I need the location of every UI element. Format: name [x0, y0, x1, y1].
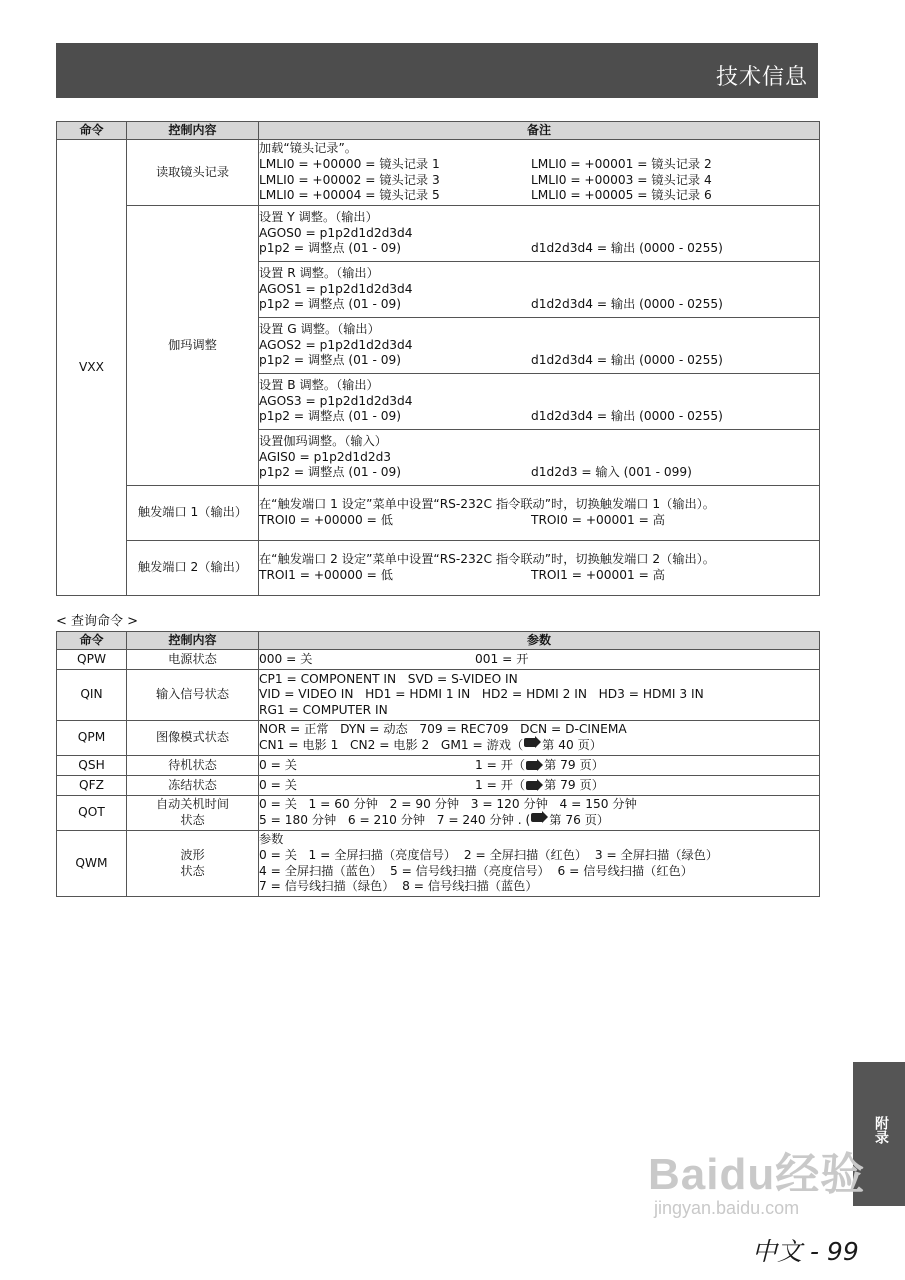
table-header-row: [57, 122, 820, 140]
remark-line: d1d2d3d4 = 输出 (0000 - 0255): [531, 409, 723, 424]
params-cell: [259, 796, 820, 831]
remark-line: 加载“镜头记录”。: [259, 141, 357, 156]
table-row: [57, 756, 820, 776]
col-header-params: 参数: [259, 632, 820, 650]
control-line: 状态: [180, 813, 205, 827]
table-row: [57, 650, 820, 670]
col-header-cmd: 命令: [57, 122, 127, 140]
params-cell: [259, 756, 820, 776]
params-cell: [259, 721, 820, 756]
param-line: 1 = 开（: [475, 777, 526, 792]
param-line: 000 = 关: [259, 651, 313, 666]
page-ref-link[interactable]: 第 79 页）: [544, 757, 604, 772]
remark-line: d1d2d3d4 = 输出 (0000 - 0255): [531, 297, 723, 312]
param-line: NOR = 正常 DYN = 动态 709 = REC709 DCN = D-CINEMA: [259, 722, 627, 737]
watermark-logo: Baidu经验: [648, 1150, 866, 1199]
table-row: [57, 541, 820, 596]
cmd-cell: QOT: [57, 796, 127, 831]
control-cell: 图像模式状态: [127, 721, 259, 756]
page-ref-arrow-icon: [531, 813, 544, 822]
table-row: [57, 140, 820, 206]
table-row: [57, 670, 820, 721]
col-header-remarks: 备注: [259, 122, 820, 140]
cmd-cell: QIN: [57, 670, 127, 721]
remarks-cell: [259, 262, 820, 318]
remark-line: 设置伽玛调整。（输入）: [259, 434, 387, 449]
cmd-cell: QWM: [57, 831, 127, 897]
param-line: CP1 = COMPONENT IN SVD = S-VIDEO IN: [259, 671, 518, 686]
page-ref-arrow-icon: [524, 738, 537, 747]
remarks-cell: [259, 140, 820, 206]
remark-line: d1d2d3d4 = 输出 (0000 - 0255): [531, 353, 723, 368]
query-section-heading: < 查询命令 >: [56, 614, 139, 629]
param-line: 001 = 开: [475, 651, 529, 666]
cmd-cell: VXX: [57, 140, 127, 596]
remark-line: TROI0 = +00001 = 高: [531, 513, 665, 527]
remark-line: p1p2 = 调整点 (01 - 09): [259, 409, 402, 424]
remark-line: LMLI0 = +00004 = 镜头记录 5: [259, 188, 440, 203]
param-line: 4 = 全屏扫描（蓝色） 5 = 信号线扫描（亮度信号） 6 = 信号线扫描（红色）: [259, 863, 693, 878]
col-header-control: 控制内容: [127, 632, 259, 650]
param-line: 0 = 关: [259, 757, 297, 772]
remark-line: p1p2 = 调整点 (01 - 09): [259, 353, 402, 368]
table-row: [57, 796, 820, 831]
control-cell: [127, 831, 259, 897]
control-cell: 伽玛调整: [127, 206, 259, 486]
remark-line: TROI0 = +00000 = 低: [259, 513, 393, 527]
control-line: 自动关机时间: [155, 797, 230, 812]
params-cell: [259, 776, 820, 796]
param-line: VID = VIDEO IN HD1 = HDMI 1 IN HD2 = HDMI 2 IN HD3 = HDMI 3 IN: [259, 687, 704, 702]
page-ref-arrow-icon: [526, 781, 539, 790]
params-cell: [259, 650, 820, 670]
remarks-cell: [259, 430, 820, 486]
cmd-cell: QFZ: [57, 776, 127, 796]
watermark-url: jingyan.baidu.com: [654, 1198, 800, 1218]
page-ref-link[interactable]: 第 79 页）: [544, 777, 604, 792]
remark-line: 在“触发端口 2 设定”菜单中设置“RS-232C 指令联动”时，切换触发端口 2（输出）。: [259, 552, 715, 567]
table-row: [57, 831, 820, 897]
param-line: RG1 = COMPUTER IN: [259, 702, 388, 717]
control-line: 波形: [180, 847, 205, 862]
control-cell: 触发端口 1（输出）: [127, 486, 259, 541]
remarks-cell: [259, 374, 820, 430]
remark-line: 设置 G 调整。（输出）: [259, 322, 380, 337]
control-line: 状态: [180, 863, 205, 878]
page-title: 技术信息: [715, 65, 808, 90]
remarks-cell: [259, 486, 820, 541]
remark-line: 在“触发端口 1 设定”菜单中设置“RS-232C 指令联动”时，切换触发端口 1（输出）。: [259, 497, 715, 512]
watermark: [648, 1138, 865, 1219]
table-row: [57, 206, 820, 262]
command-table: [56, 121, 820, 596]
control-cell: 输入信号状态: [127, 670, 259, 721]
control-cell: 电源状态: [127, 650, 259, 670]
remarks-cell: [259, 318, 820, 374]
param-line: 5 = 180 分钟 6 = 210 分钟 7 = 240 分钟 . (: [259, 813, 531, 827]
table-row: [57, 486, 820, 541]
control-cell: 触发端口 2（输出）: [127, 541, 259, 596]
remark-line: p1p2 = 调整点 (01 - 09): [259, 241, 402, 256]
control-cell: 冻结状态: [127, 776, 259, 796]
page-number: 中文 - 99: [752, 1237, 859, 1266]
remark-line: d1d2d3 = 输入 (001 - 099): [531, 465, 692, 480]
remark-line: LMLI0 = +00002 = 镜头记录 3: [259, 172, 440, 187]
params-cell: [259, 670, 820, 721]
table-header-row: [57, 632, 820, 650]
remark-line: AGOS1 = p1p2d1d2d3d4: [259, 281, 413, 296]
param-line: 0 = 关: [259, 777, 297, 792]
cmd-cell: QPM: [57, 721, 127, 756]
remarks-cell: [259, 541, 820, 596]
remarks-cell: [259, 206, 820, 262]
remark-line: LMLI0 = +00000 = 镜头记录 1: [259, 156, 440, 171]
remark-line: TROI1 = +00001 = 高: [531, 568, 665, 582]
remark-line: AGOS3 = p1p2d1d2d3d4: [259, 393, 413, 408]
control-cell: 待机状态: [127, 756, 259, 776]
col-header-cmd: 命令: [57, 632, 127, 650]
remark-line: d1d2d3d4 = 输出 (0000 - 0255): [531, 241, 723, 256]
remark-line: AGOS2 = p1p2d1d2d3d4: [259, 337, 413, 352]
remark-line: p1p2 = 调整点 (01 - 09): [259, 465, 402, 480]
remark-line: LMLI0 = +00005 = 镜头记录 6: [531, 188, 712, 203]
remark-line: AGOS0 = p1p2d1d2d3d4: [259, 225, 413, 240]
remark-line: 设置 B 调整。（输出）: [259, 378, 379, 393]
remark-line: TROI1 = +00000 = 低: [259, 568, 393, 582]
param-line: 0 = 关 1 = 60 分钟 2 = 90 分钟 3 = 120 分钟 4 = 150 分钟: [259, 797, 637, 812]
param-line: 参数: [259, 832, 284, 847]
params-cell: [259, 831, 820, 897]
query-table: [56, 631, 820, 897]
side-tab-label: 附录: [873, 1116, 889, 1144]
page-ref-arrow-icon: [526, 761, 539, 770]
control-cell: [127, 796, 259, 831]
remark-line: LMLI0 = +00001 = 镜头记录 2: [531, 156, 712, 171]
control-cell: 读取镜头记录: [127, 140, 259, 206]
table-row: [57, 721, 820, 756]
param-line: 0 = 关 1 = 全屏扫描（亮度信号） 2 = 全屏扫描（红色） 3 = 全屏扫描（绿色）: [259, 847, 719, 862]
remark-line: LMLI0 = +00003 = 镜头记录 4: [531, 172, 712, 187]
page-ref-link[interactable]: 第 40 页）: [542, 738, 602, 752]
remark-line: 设置 Y 调整。（输出）: [259, 210, 378, 225]
cmd-cell: QSH: [57, 756, 127, 776]
param-line: 1 = 开（: [475, 757, 526, 772]
remark-line: p1p2 = 调整点 (01 - 09): [259, 297, 402, 312]
remark-line: 设置 R 调整。（输出）: [259, 266, 379, 281]
page-ref-link[interactable]: 第 76 页）: [549, 813, 610, 827]
remark-line: AGIS0 = p1p2d1d2d3: [259, 449, 392, 464]
param-line: 7 = 信号线扫描（绿色） 8 = 信号线扫描（蓝色）: [259, 879, 538, 894]
cmd-cell: QPW: [57, 650, 127, 670]
header-bar: [56, 43, 818, 98]
param-line: CN1 = 电影 1 CN2 = 电影 2 GM1 = 游戏（: [259, 738, 524, 752]
col-header-control: 控制内容: [127, 122, 259, 140]
table-row: [57, 776, 820, 796]
